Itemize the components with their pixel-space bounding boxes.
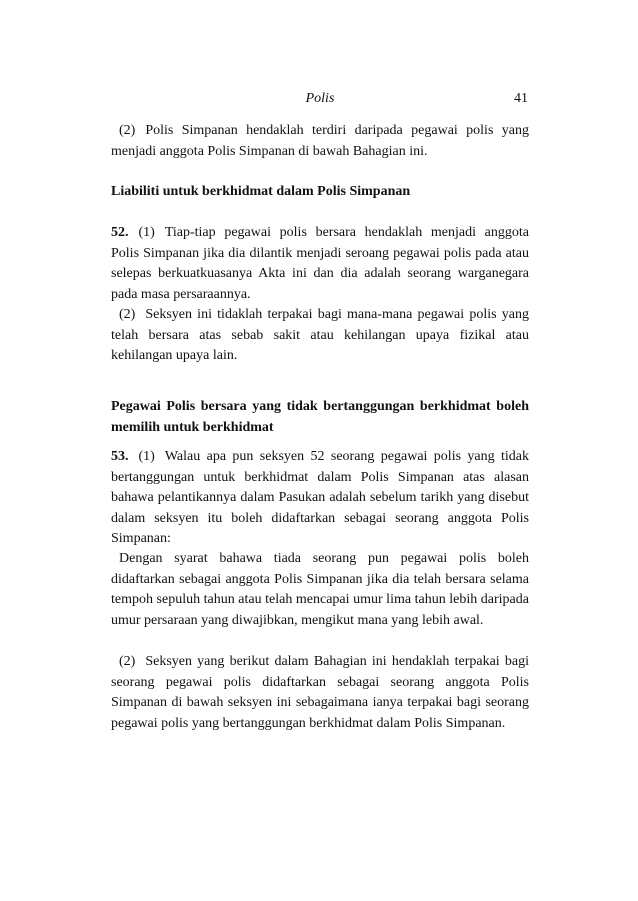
section-heading-pegawai-polis-bersara: Pegawai Polis bersara yang tidak bertanggungan berkhidmat boleh memilih untuk berkhidmat [111,399,529,435]
subsection-text: Polis Simpanan hendaklah terdiri daripada pegawai polis yang menjadi anggota Polis Simpanan di bawah Bahagian ini. [111,123,529,159]
subsection-text: Walau apa pun seksyen 52 seorang pegawai polis yang tidak bertanggungan untuk berkhidmat dalam Polis Simpanan atas alasan bahawa pelantikannya dalam Pasukan adalah sebelum tarikh yang disebut dalam seksyen itu boleh didaftarkan sebagai seorang anggota Polis Simpanan: [111,449,529,546]
section-number: 52. [111,225,129,240]
subsection-marker: (2) [119,654,136,669]
running-title: Polis [305,91,335,106]
subsection-marker: (1) [138,449,155,464]
running-header [111,91,529,109]
section-heading-liabiliti: Liabiliti untuk berkhidmat dalam Polis Simpanan [111,184,411,199]
section-53-proviso [111,549,529,631]
subsection-marker: (1) [138,225,155,240]
section-53-subsection-1 [111,447,529,550]
section-52-subsection-1 [111,223,529,305]
subsection-text: Seksyen yang berikut dalam Bahagian ini hendaklah terpakai bagi seorang pegawai polis didaftarkan sebagai seorang anggota Polis Simpanan di bawah seksyen ini sebagaimana ianya terpakai bagi seorang pegawai polis yang bertanggungan berkhidmat dalam Polis Simpanan. [111,654,529,731]
subsection-2-polis-simpanan [111,121,529,162]
subsection-marker: (2) [119,123,136,138]
proviso-text: Dengan syarat bahawa tiada seorang pun pegawai polis boleh didaftarkan sebagai anggota Polis Simpanan jika dia telah bersara selama tempoh sepuluh tahun atau telah mencapai umur lima tahun lebih daripada umur persaraan yang diwajibkan, mengikut mana yang lebih awal. [111,551,529,628]
section-number: 53. [111,449,129,464]
section-52-subsection-2 [111,305,529,367]
subsection-text: Tiap-tiap pegawai polis bersara hendaklah menjadi anggota Polis Simpanan jika dia dilantik menjadi seroang pegawai polis pada atau selepas berkuatkuasanya Akta ini dan dia adalah seorang warganegara pada masa persaraannya. [111,225,529,302]
subsection-marker: (2) [119,307,136,322]
section-53-subsection-2 [111,652,529,734]
page-number: 41 [514,91,528,106]
subsection-text: Seksyen ini tidaklah terpakai bagi mana-mana pegawai polis yang telah bersara atas sebab sakit atau kehilangan upaya fizikal atau kehilangan upaya lain. [111,307,529,363]
